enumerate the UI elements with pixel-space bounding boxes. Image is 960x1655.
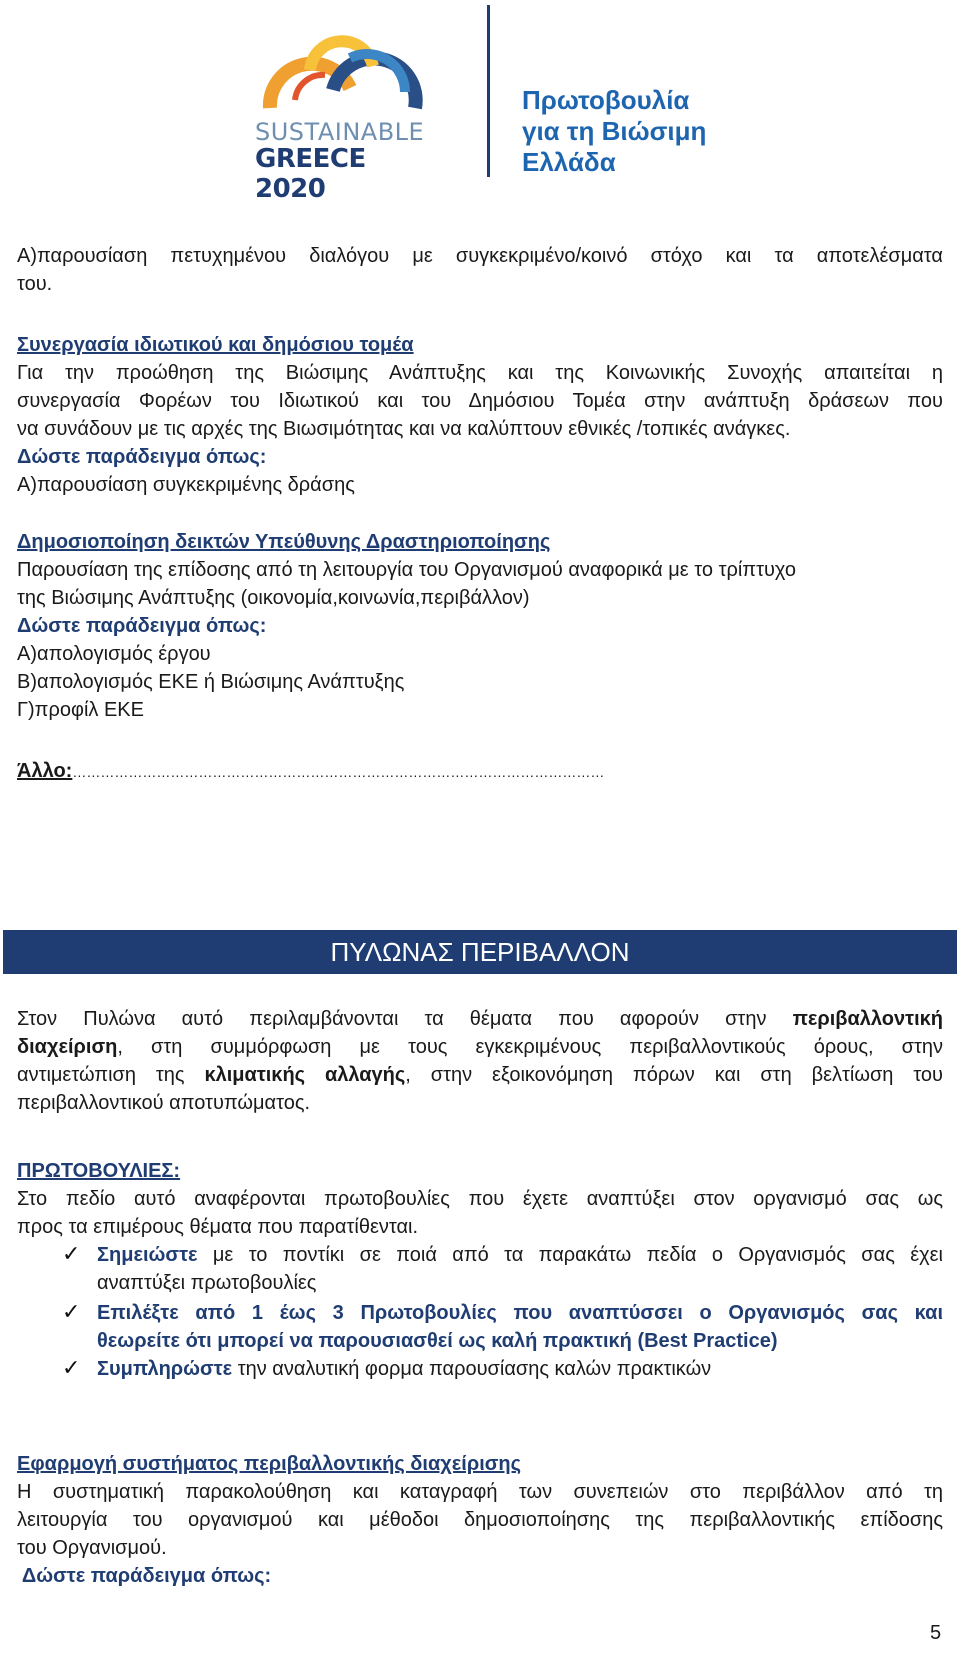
- checkmark-icon: ✓: [62, 1242, 81, 1267]
- initiatives-text-line-1: Στο πεδίο αυτό αναφέρονται πρωτοβουλίες που έχετε αναπτύξει στον οργανισμό σας ως: [17, 1188, 943, 1210]
- example-label: Δώστε παράδειγμα όπως:: [17, 1565, 272, 1587]
- example-label: Δώστε παράδειγμα όπως:: [17, 615, 267, 637]
- checkmark-icon: ✓: [62, 1356, 81, 1381]
- indicators-text-line-1: Παρουσίαση της επίδοσης από τη λειτουργία του Οργανισμού αναφορικά με το τρίπτυχο: [17, 559, 797, 581]
- pillar-intro-line-4: περιβαλλοντικού αποτυπώματος.: [17, 1092, 311, 1114]
- indicators-heading: Δημοσιοποίηση δεικτών Υπεύθυνης Δραστηριοποίησης: [17, 531, 551, 553]
- instruction-bold: Σημειώστε: [97, 1244, 198, 1266]
- example-item-a: Α)παρουσίαση συγκεκριμένης δράσης: [17, 474, 355, 496]
- pillar-intro-bold: διαχείριση: [17, 1036, 118, 1058]
- example-item-a: Α)απολογισμός έργου: [17, 643, 211, 665]
- pillar-environment-banner: ΠΥΛΩΝΑΣ ΠΕΡΙΒΑΛΛΟΝ: [3, 930, 957, 974]
- header-divider: [487, 5, 490, 177]
- instruction-bold: Συμπληρώστε: [97, 1358, 233, 1380]
- pillar-intro-bold: κλιματικής αλλαγής: [204, 1064, 406, 1086]
- public-private-text-line-2: συνεργασία Φορέων του Ιδιωτικού και του Δημόσιου Τομέα στην ανάπτυξη δράσεων που: [17, 390, 943, 412]
- instruction-text: με το ποντίκι σε ποιά από τα παρακάτω πεδία ο Οργανισμός σας έχει: [197, 1244, 943, 1266]
- instruction-item-3: [97, 1355, 943, 1383]
- instruction-item-1-line-2: αναπτύξει πρωτοβουλίες: [97, 1272, 317, 1294]
- ems-text-line-1: Η συστηματική παρακολούθηση και καταγραφή των συνεπειών στο περιβάλλον από τη: [17, 1481, 943, 1503]
- dialogue-example-line-1: Α)παρουσίαση πετυχημένου διαλόγου με συγκεκριμένο/κοινό στόχο και τα αποτελέσματα: [17, 245, 943, 267]
- checkmark-icon: ✓: [62, 1300, 81, 1325]
- initiatives-heading: ΠΡΩΤΟΒΟΥΛΙΕΣ:: [17, 1160, 181, 1182]
- public-private-text-line-1: Για την προώθηση της Βιώσιμης Ανάπτυξης και της Κοινωνικής Συνοχής απαιτείται η: [17, 362, 943, 384]
- example-item-b: Β)απολογισμός ΕΚΕ ή Βιώσιμης Ανάπτυξης: [17, 671, 405, 693]
- dialogue-example-line-2: του.: [17, 273, 53, 295]
- pillar-intro-line-1: [17, 1005, 943, 1033]
- ems-text-line-2: λειτουργία του οργανισμού και μέθοδοι δημοσιοποίησης της περιβαλλοντικής επίδοσης: [17, 1509, 943, 1531]
- instruction-item-1: [97, 1241, 943, 1269]
- page-number: 5: [930, 1622, 942, 1644]
- pillar-intro-text: , στην εξοικονόμηση πόρων και στη βελτίωση του: [405, 1064, 943, 1086]
- logo-word-greece-2020: GREECE 2020: [255, 144, 366, 204]
- pillar-intro-text: , στη συμμόρφωση με τους εγκεκριμένους περιβαλλοντικούς όρους, στην: [117, 1036, 943, 1058]
- tagline-line-3: Ελλάδα: [522, 147, 616, 177]
- ems-heading: Εφαρμογή συστήματος περιβαλλοντικής διαχείρισης: [17, 1453, 522, 1475]
- pillar-intro-text: αντιμετώπιση της: [17, 1064, 185, 1086]
- pillar-intro-text: Στον Πυλώνα αυτό περιλαμβάνονται τα θέματα που αφορούν στην: [17, 1008, 767, 1030]
- logo-arcs-icon: [255, 30, 435, 120]
- public-private-text-line-3: να συνάδουν με τις αρχές της Βιωσιμότητας και να καλύπτουν εθνικές /τοπικές ανάγκες.: [17, 418, 791, 440]
- tagline-line-2: για τη Βιώσιμη: [522, 116, 707, 146]
- initiatives-text-line-2: προς τα επιμέρους θέματα που παρατίθενται.: [17, 1216, 419, 1238]
- header-tagline: [522, 85, 706, 178]
- other-field[interactable]: [17, 757, 943, 786]
- tagline-line-1: Πρωτοβουλία: [522, 85, 690, 115]
- pillar-intro-line-3: [17, 1061, 943, 1089]
- pillar-intro-bold: περιβαλλοντική: [792, 1008, 943, 1030]
- instruction-text: την αναλυτική φορμα παρουσίασης καλών πρακτικών: [232, 1358, 712, 1380]
- sustainable-greece-logo: [255, 30, 435, 204]
- pillar-intro-line-2: [17, 1033, 943, 1061]
- public-private-heading: Συνεργασία ιδιωτικού και δημόσιου τομέα: [17, 334, 414, 356]
- ems-text-line-3: του Οργανισμού.: [17, 1537, 167, 1559]
- other-label: Άλλο:: [17, 760, 73, 782]
- instruction-item-2-line-2: θεωρείτε ότι μπορεί να παρουσιασθεί ως καλή πρακτική (Best Practice): [97, 1330, 778, 1352]
- instruction-item-2: Επιλέξτε από 1 έως 3 Πρωτοβουλίες που αναπτύσσει ο Οργανισμός σας και: [97, 1302, 943, 1324]
- logo-word-sustainable: SUSTAINABLE: [255, 118, 425, 146]
- example-label: Δώστε παράδειγμα όπως:: [17, 446, 267, 468]
- example-item-c: Γ)προφίλ ΕΚΕ: [17, 699, 144, 721]
- other-dots: ……………………………………………………………………………………………………: [72, 764, 605, 780]
- indicators-text-line-2: της Βιώσιμης Ανάπτυξης (οικονομία,κοινωνία,περιβάλλον): [17, 587, 530, 609]
